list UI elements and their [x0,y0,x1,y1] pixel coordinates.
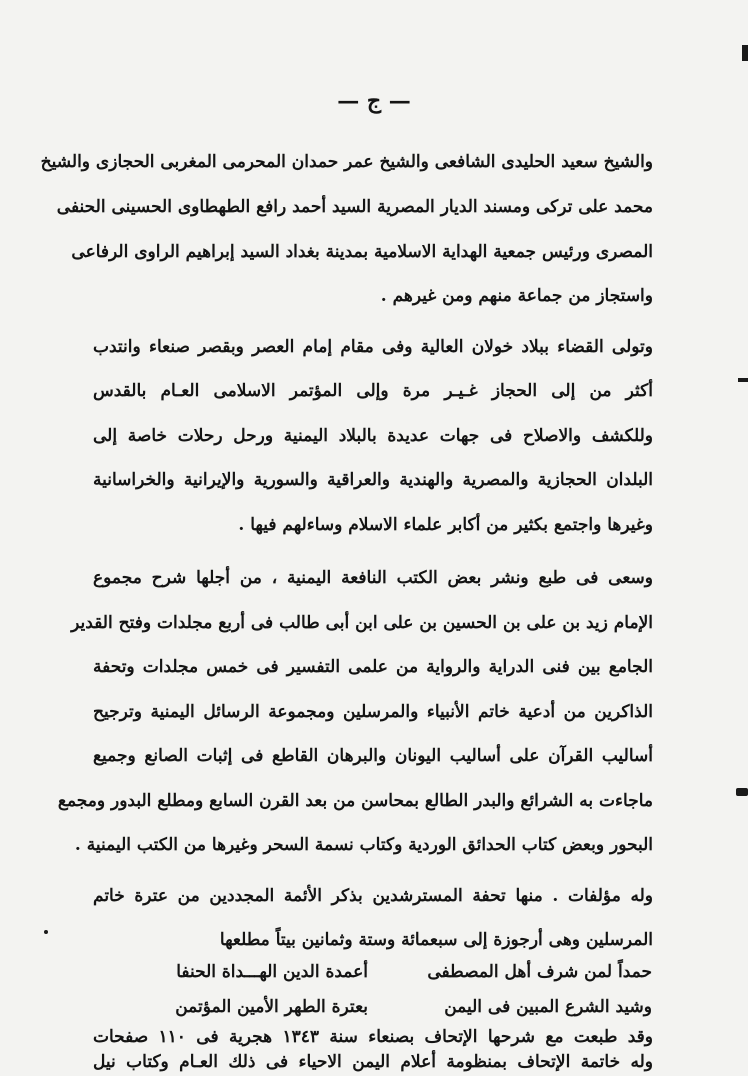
paragraph-line: البحور وبعض كتاب الحدائق الوردية وكتاب نسمة السحر وغيرها من الكتب اليمنية . [74,835,653,855]
paragraph-line: وقد طبعت مع شرحها الإتحاف بصنعاء سنة ١٣٤٣ هجرية فى ١١٠ صفحات [93,1027,653,1047]
scan-edge-mark [738,378,748,382]
paragraph-line: وله خاتمة الإتحاف بمنظومة أعلام اليمن الاحياء فى ذلك العـام وكتاب نيل [93,1052,653,1072]
paragraph-line: والشيخ سعيد الحليدى الشافعى والشيخ عمر حمدان المحرمى المغربى الحجازى والشيخ [40,152,653,172]
paragraph-line: ماجاءت به الشرائع والبدر الطالع بمحاسن من بعد القرن السابع ومطلع البدور ومجمع [57,791,653,811]
verse-second-hemistich: أعمدة الدين الهـــداة الحنفا [176,962,368,982]
scan-edge-mark [736,788,748,796]
paragraph-line: أساليب القرآن على أساليب اليونان والبرهان القاطع فى إثبات الصانع وجميع [93,746,653,766]
paragraph-line: وغيرها واجتمع بكثير من أكابر علماء الاسلام وساءلهم فيها . [238,515,653,535]
page-number: — ج — [337,88,411,114]
paragraph-line: الجامع بين فنى الدراية والرواية من علمى التفسير فى خمس مجلدات وتحفة [93,657,653,677]
paragraph-line: الإمام زيد بن على بن الحسين بن على ابن أبى طالب فى أربع مجلدات وفتح القدير [71,613,653,633]
paragraph-line: وللكشف والاصلاح فى جهات عديدة بالبلاد اليمنية ورحل رحلات خاصة إلى [93,426,653,446]
paragraph-line: محمد على تركى ومسند الديار المصرية السيد أحمد رافع الطهطاوى الحسينى الحنفى [56,197,653,217]
paragraph-line: البلدان الحجازية والمصرية والهندية والعراقية والسورية والإيرانية والخراسانية [93,470,653,490]
paragraph-line: وتولى القضاء ببلاد خولان العالية وفى مقام إمام العصر وبقصر صنعاء وانتدب [93,337,653,357]
verse-first-hemistich: حمداً لمن شرف أهل المصطفى [427,962,652,982]
paragraph-line: وله مؤلفات . منها تحفة المسترشدين بذكر الأئمة المجددين من عترة خاتم [93,886,653,906]
verse-second-hemistich: بعترة الطهر الأمين المؤتمن [175,997,368,1017]
scan-speck [44,930,48,934]
paragraph-line: واستجاز من جماعة منهم ومن غيرهم . [380,286,653,306]
scan-edge-mark [742,45,748,61]
paragraph-line: المصرى ورئيس جمعية الهداية الاسلامية بمدينة بغداد السيد إبراهيم الراوى الرفاعى [71,242,653,262]
paragraph-line: المرسلين وهى أرجوزة إلى سبعمائة وستة وثمانين بيتاً مطلعها [219,930,653,950]
paragraph-line: الذاكرين من أدعية خاتم الأنبياء والمرسلين ومجموعة الرسائل اليمنية وترجيح [93,702,653,722]
paragraph-line: أكثر من إلى الحجاز غـيـر مرة وإلى المؤتمر الاسلامى العـام بالقدس [93,381,653,401]
verse-first-hemistich: وشيد الشرع المبين فى اليمن [444,997,652,1017]
paragraph-line: وسعى فى طبع ونشر بعض الكتب النافعة اليمنية ، من أجلها شرح مجموع [93,568,653,588]
